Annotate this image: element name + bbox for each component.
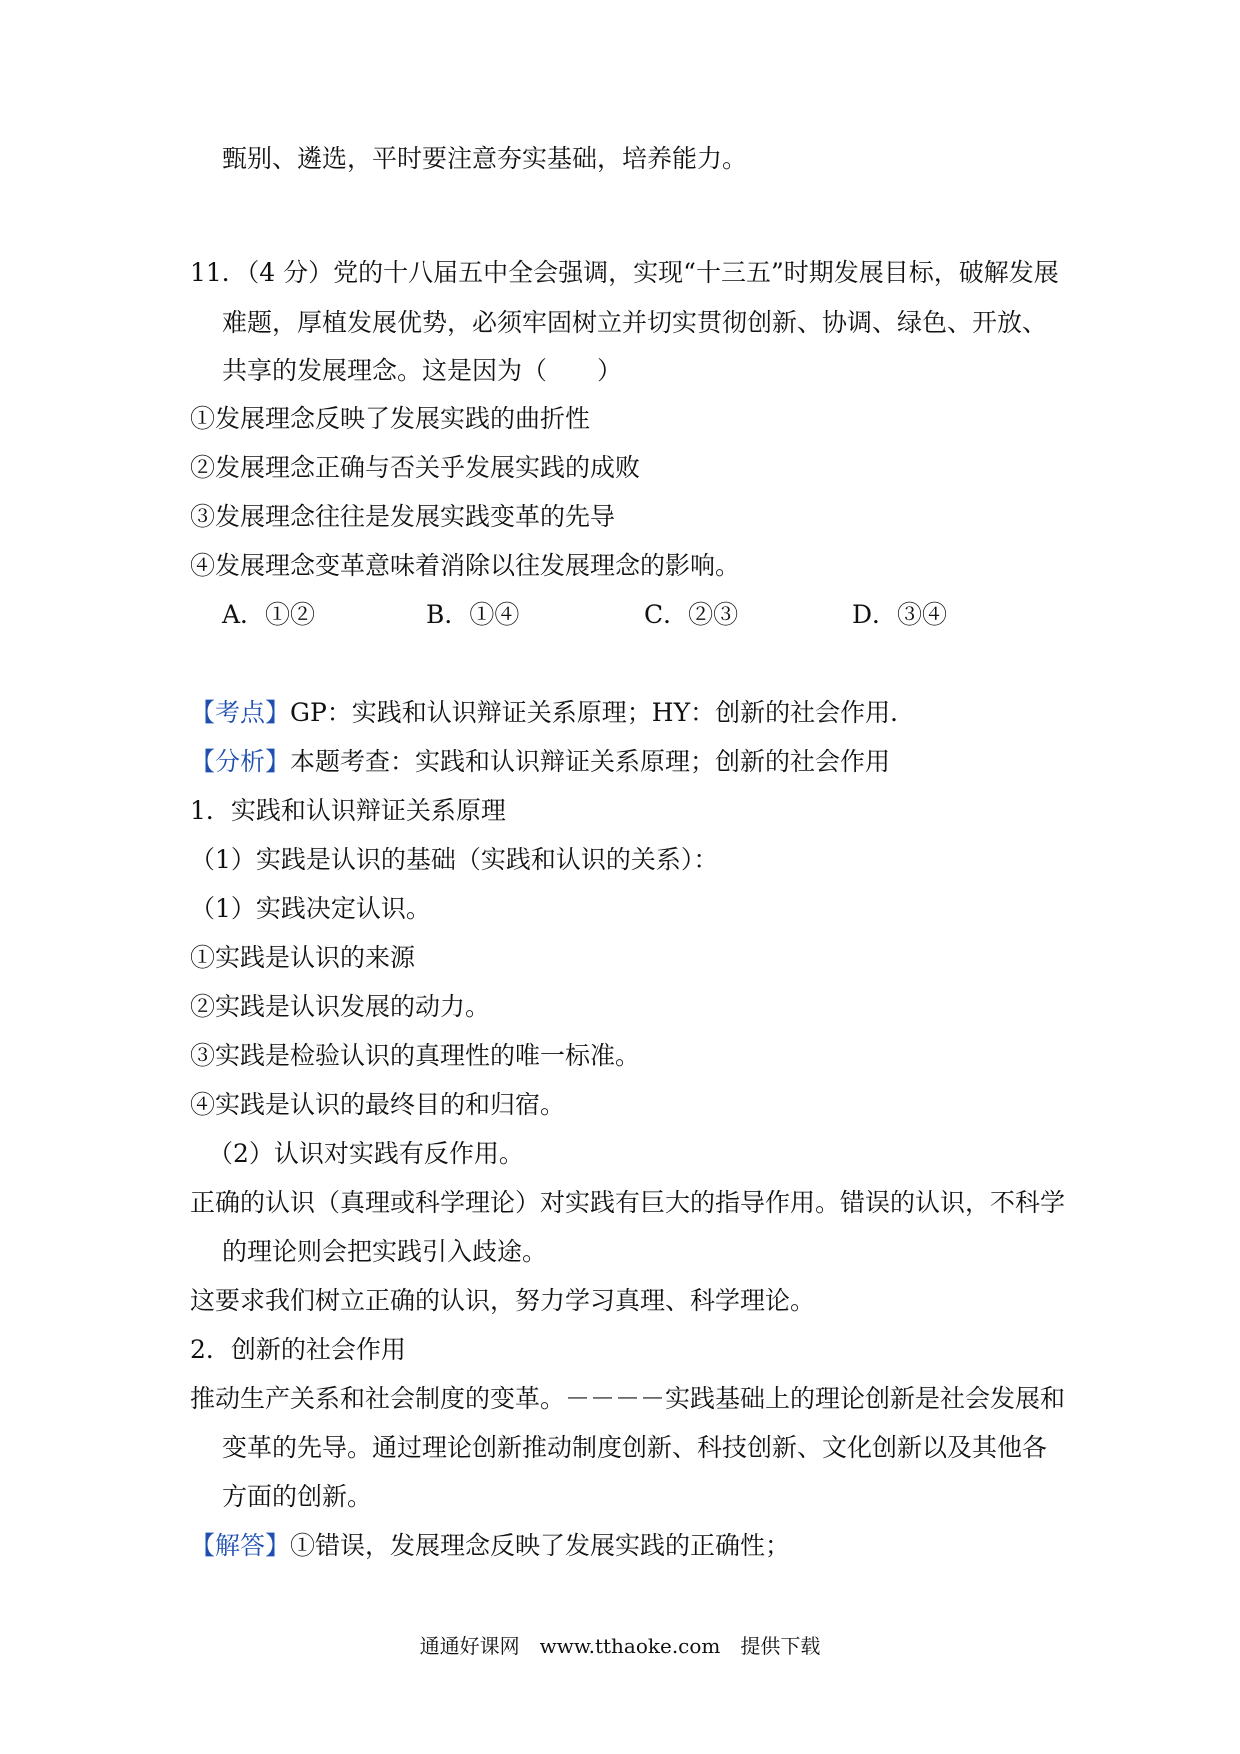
fenxi-text: 本题考查：实践和认识辩证关系原理；创新的社会作用	[290, 747, 891, 776]
jieda-tag: 【解答】	[190, 1531, 291, 1560]
analysis-line: （1）实践是认识的基础（实践和认识的关系）：	[190, 845, 719, 874]
question-11-stem-cont: 共享的发展理念。这是因为（ ）	[222, 356, 623, 385]
option-b: B．①④	[426, 600, 520, 629]
analysis-line: 正确的认识（真理或科学理论）对实践有巨大的指导作用。错误的认识，不科学	[190, 1188, 1066, 1217]
fenxi-tag: 【分析】	[190, 747, 291, 776]
analysis-line: 变革的先导。通过理论创新推动制度创新、科技创新、文化创新以及其他各	[222, 1433, 1048, 1462]
statement-3: ③发展理念往往是发展实践变革的先导	[190, 502, 616, 531]
question-11-stem: 11．（4 分）党的十八届五中全会强调，实现“十三五”时期发展目标，破解发展	[190, 258, 1059, 287]
analysis-line: ②实践是认识发展的动力。	[190, 992, 491, 1021]
kaodian-line	[190, 696, 915, 730]
analysis-line: ③实践是检验认识的真理性的唯一标准。	[190, 1041, 641, 1070]
statement-1: ①发展理念反映了发展实践的曲折性	[190, 404, 591, 433]
option-a: A．①②	[222, 600, 316, 629]
question-11-stem-cont: 难题，厚植发展优势，必须牢固树立并切实贯彻创新、协调、绿色、开放、	[222, 308, 1048, 337]
analysis-heading-2: 2．创新的社会作用	[190, 1335, 406, 1364]
analysis-line: ①实践是认识的来源	[190, 943, 416, 972]
analysis-line: 推动生产关系和社会制度的变革。－－－－实践基础上的理论创新是社会发展和	[190, 1384, 1066, 1413]
jieda-text: ①错误，发展理念反映了发展实践的正确性；	[290, 1531, 791, 1560]
kaodian-tag: 【考点】	[190, 698, 291, 727]
analysis-line: 的理论则会把实践引入歧途。	[222, 1237, 548, 1266]
analysis-line: 这要求我们树立正确的认识，努力学习真理、科学理论。	[190, 1286, 816, 1315]
analysis-line: （1）实践决定认识。	[190, 894, 431, 923]
analysis-line: 方面的创新。	[222, 1482, 373, 1511]
option-d: D．③④	[852, 600, 948, 629]
analysis-line: （2）认识对实践有反作用。	[208, 1139, 524, 1168]
page-footer: 通通好课网 www.tthaoke.com 提供下载	[419, 1634, 821, 1658]
analysis-line: ④实践是认识的最终目的和归宿。	[190, 1090, 566, 1119]
fenxi-line	[190, 745, 890, 779]
analysis-heading-1: 1．实践和认识辩证关系原理	[190, 796, 506, 825]
paragraph-line: 甄别、遴选，平时要注意夯实基础，培养能力。	[222, 144, 748, 173]
kaodian-text: GP：实践和认识辩证关系原理；HY：创新的社会作用．	[290, 698, 916, 727]
jieda-line	[190, 1529, 790, 1563]
statement-2: ②发展理念正确与否关乎发展实践的成败	[190, 453, 641, 482]
option-c: C．②③	[644, 600, 739, 629]
statement-4: ④发展理念变革意味着消除以往发展理念的影响。	[190, 551, 741, 580]
